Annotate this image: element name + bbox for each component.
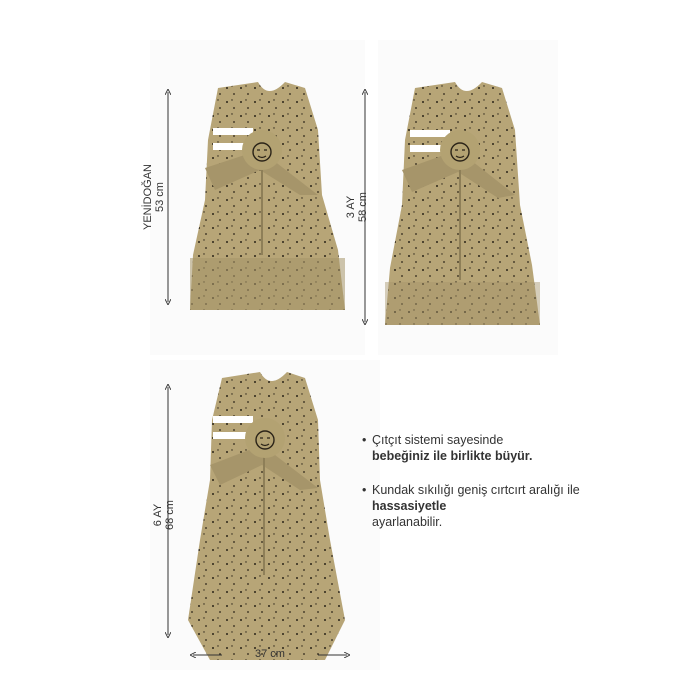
size-label-3-months — [345, 162, 371, 252]
size-label-newborn — [142, 152, 168, 242]
size-length: 53 cm — [154, 182, 166, 212]
feature-highlight: bebeğiniz ile birlikte büyür. — [372, 449, 533, 463]
feature-list — [362, 432, 602, 548]
feature-item — [362, 482, 602, 530]
sleepsack-6-months — [188, 372, 345, 660]
size-name: 6 AY — [152, 503, 164, 527]
size-name: 3 AY — [345, 195, 357, 219]
width-label: 37 cm — [255, 648, 285, 660]
size-length: 58 cm — [357, 192, 369, 222]
sleepsack-3-months — [385, 82, 540, 325]
feature-text-end: ayarlanabilir. — [372, 515, 443, 529]
size-length: 68 cm — [164, 500, 176, 530]
feature-highlight: hassasiyetle — [372, 499, 447, 513]
feature-text: Çıtçıt sistemi sayesinde — [372, 433, 504, 447]
size-label-6-months — [152, 470, 178, 560]
sleepsack-newborn — [190, 82, 345, 310]
feature-item — [362, 432, 602, 464]
feature-text: Kundak sıkılığı geniş cırtcırt aralığı ile — [372, 483, 580, 497]
size-name: YENİDOĞAN — [142, 164, 154, 231]
